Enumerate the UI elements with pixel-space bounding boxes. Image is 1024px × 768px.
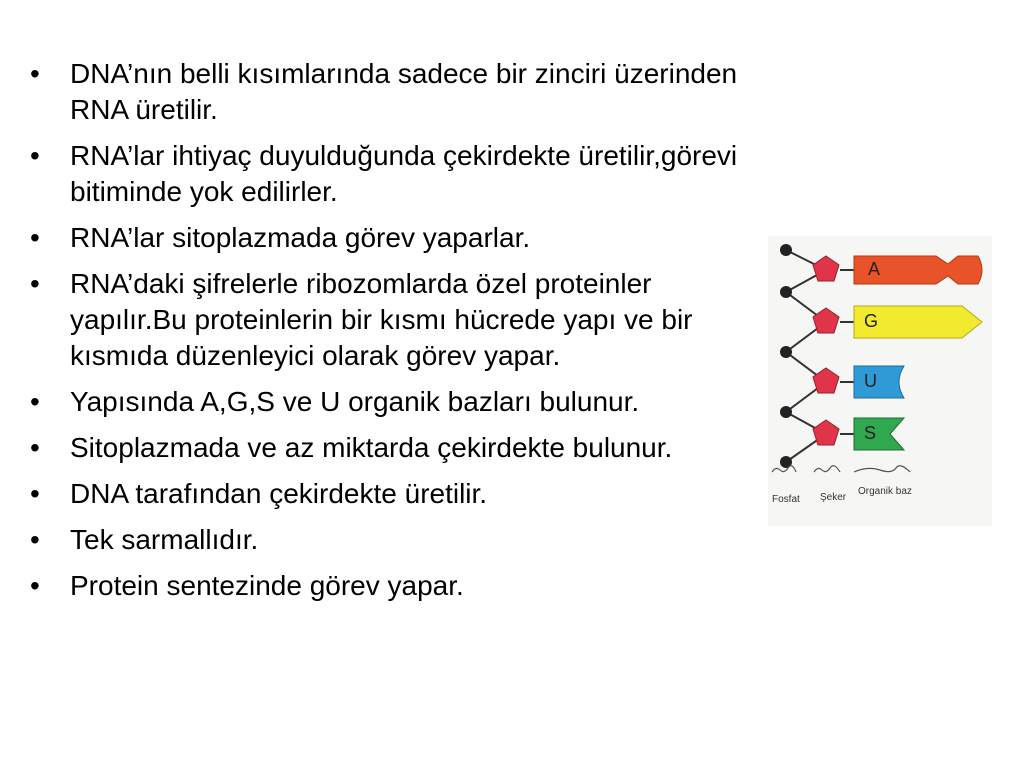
bullet-item: • Sitoplazmada ve az miktarda çekirdekte bulunur. bbox=[30, 430, 770, 466]
base-s-shape bbox=[854, 418, 904, 450]
phosphate-dot bbox=[780, 244, 792, 256]
bullet-item: • DNA’nın belli kısımlarında sadece bir zinciri üzerinden RNA üretilir. bbox=[30, 56, 770, 128]
sugar-pentagon bbox=[813, 420, 839, 445]
base-u-shape bbox=[854, 366, 904, 398]
base-letter-s: S bbox=[864, 422, 877, 443]
sugar-brace bbox=[814, 466, 840, 472]
sugar-pentagon bbox=[813, 368, 839, 393]
bullet-item: • RNA’daki şifrelerle ribozomlarda özel proteinler yapılır.Bu proteinlerin bir kısmı hücrede yapı ve bir kısmıda düzenleyici olarak görev yapar. bbox=[30, 266, 770, 374]
bullet-list bbox=[30, 56, 770, 614]
bullet-item: • RNA’lar sitoplazmada görev yaparlar. bbox=[30, 220, 770, 256]
phosphate-dot bbox=[780, 286, 792, 298]
phosphate-dot bbox=[780, 406, 792, 418]
phosphate-dot bbox=[780, 346, 792, 358]
bullet-item: • RNA’lar ihtiyaç duyulduğunda çekirdekte üretilir,görevi bitiminde yok edilirler. bbox=[30, 138, 770, 210]
bullet-item: • Tek sarmallıdır. bbox=[30, 522, 770, 558]
bullet-item: • Yapısında A,G,S ve U organik bazları bulunur. bbox=[30, 384, 770, 420]
rna-structure-figure bbox=[768, 236, 992, 526]
sugar-pentagon bbox=[813, 256, 839, 281]
label-base: Organik baz bbox=[858, 486, 912, 497]
bullet-item: • DNA tarafından çekirdekte üretilir. bbox=[30, 476, 770, 512]
base-letter-g: G bbox=[864, 310, 879, 331]
base-letter-a: A bbox=[868, 258, 881, 279]
base-brace bbox=[854, 466, 910, 472]
base-letter-u: U bbox=[864, 370, 877, 391]
label-phosphate: Fosfat bbox=[772, 494, 800, 505]
bullet-item: • Protein sentezinde görev yapar. bbox=[30, 568, 770, 604]
rna-structure-diagram bbox=[768, 236, 992, 526]
sugar-pentagon bbox=[813, 308, 839, 333]
label-sugar: Şeker bbox=[820, 492, 847, 503]
